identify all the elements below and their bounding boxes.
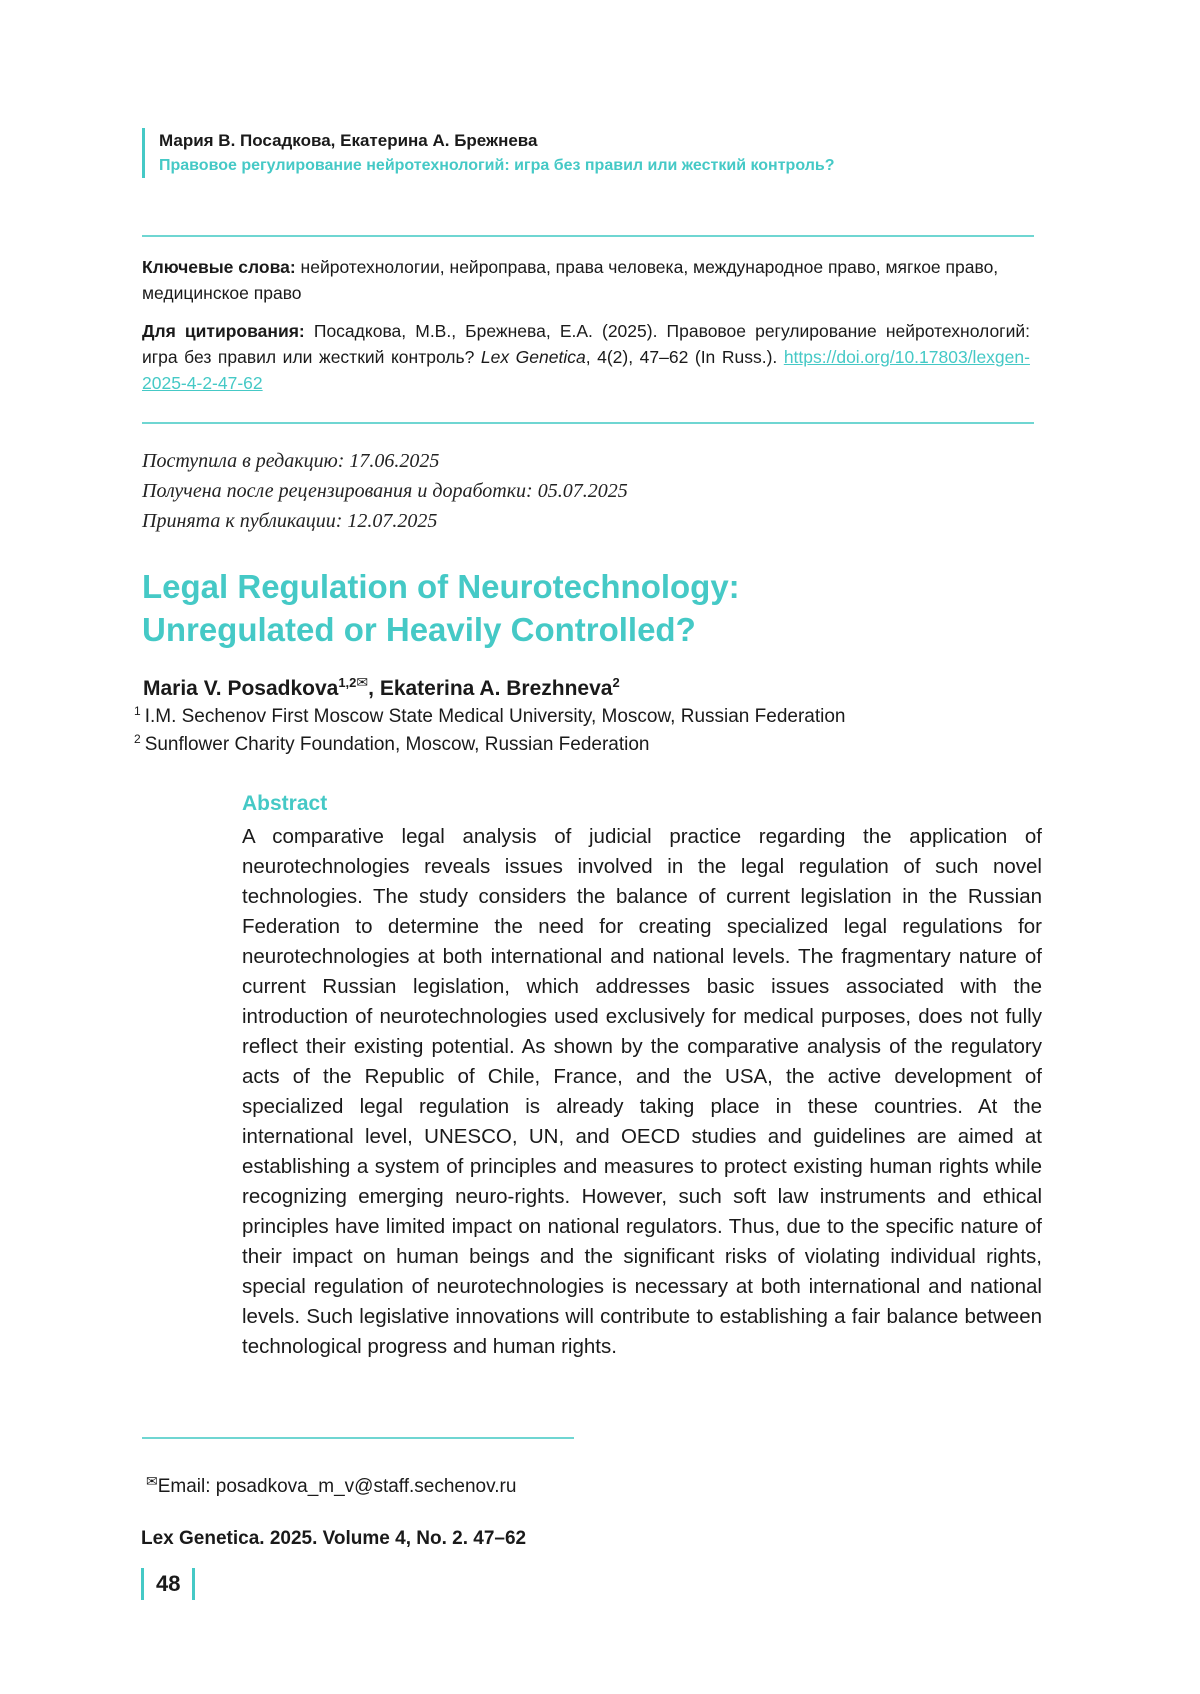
article-title-line2: Unregulated or Heavily Controlled?: [142, 611, 696, 648]
divider-middle: [142, 422, 1034, 424]
envelope-icon: ✉: [356, 674, 369, 690]
date-received: Поступила в редакцию: 17.06.2025: [142, 450, 440, 472]
author-1-affil: 1,2: [338, 675, 357, 690]
page-number: 48: [141, 1568, 195, 1600]
abstract-text: A comparative legal analysis of judicial practice regarding the application of neurotechnologies reveals issues involved in the legal regulation of such novel technologies. The study considers the balance of current legislation in the Russian Federation to determine the need for creating specialized legal regulations for neurotechnologies at both international and national levels. The fragmentary nature of current Russian legislation, which addresses basic issues associated with the introduction of neurotechnologies used exclusively for medical purposes, does not fully reflect their existing potential. As shown by the comparative analysis of the regulatory acts of the Republic of Chile, France, and the USA, the active development of specialized legal regulation is already taking place in these countries. At the international level, UNESCO, UN, and OECD studies and guidelines are aimed at establishing a system of principles and measures to protect existing human rights while recognizing emerging neuro-rights. However, such soft law instruments and ethical principles have limited impact on national regulators. Thus, due to the specific nature of their impact on human beings and the significant risks of violating individual rights, special regulation of neurotechnologies is necessary at both international and national levels. Such legislative innovations will contribute to establishing a fair balance between technological progress and human rights.: [242, 825, 1042, 1358]
running-header-title: Правовое регулирование нейротехнологий: игра без правил или жесткий контроль?: [159, 157, 835, 174]
article-title-line1: Legal Regulation of Neurotechnology:: [142, 568, 740, 605]
abstract-heading: Abstract: [242, 792, 328, 815]
doi-link[interactable]: https://doi.org/10.17803/lexgen-2025-4-2-47-62: [142, 347, 1030, 393]
author-2-affil: 2: [612, 675, 620, 690]
author-2: Ekaterina A. Brezhneva: [379, 677, 613, 700]
citation-volume: , 4(2), 47–62 (In Russ.).: [585, 347, 778, 367]
running-header-authors: Мария В. Посадкова, Екатерина А. Брежнева: [159, 131, 538, 150]
citation-text: Посадкова, М.В., Брежнева, Е.А. (2025). Правовое регулирование нейротехнологий: игра без правил или жесткий контроль?: [142, 321, 1030, 367]
date-revised: Получена после рецензирования и доработки: 05.07.2025: [142, 480, 628, 502]
keywords-text: нейротехнологии, нейроправа, права человека, международное право, мягкое право, медицинское право: [142, 257, 999, 303]
journal-footer: Lex Genetica. 2025. Volume 4, No. 2. 47–62: [141, 1528, 527, 1549]
keywords: [142, 254, 1030, 306]
article-title: [142, 565, 1042, 651]
footnote-email: Email: posadkova_m_v@staff.sechenov.ru: [157, 1476, 517, 1497]
divider-top: [142, 235, 1034, 237]
running-header: [142, 128, 1059, 178]
keywords-label: Ключевые слова:: [142, 257, 296, 277]
author-separator: ,: [368, 677, 380, 700]
affiliation-1-text: I.M. Sechenov First Moscow State Medical University, Moscow, Russian Federation: [144, 706, 846, 727]
envelope-icon: ✉: [146, 1473, 158, 1489]
date-accepted: Принята к публикации: 12.07.2025: [142, 510, 438, 532]
dates-block: [142, 446, 628, 536]
affiliation-2: [134, 725, 650, 759]
affiliation-2-num: 2: [134, 732, 141, 746]
affiliation-2-text: Sunflower Charity Foundation, Moscow, Russian Federation: [144, 734, 650, 755]
citation-label: Для цитирования:: [142, 321, 305, 341]
footnote: [146, 1468, 516, 1500]
footnote-divider: [142, 1437, 574, 1439]
affiliation-1-num: 1: [134, 704, 141, 718]
author-1: Maria V. Posadkova: [143, 677, 339, 700]
citation: [142, 318, 1030, 396]
citation-journal: Lex Genetica: [480, 347, 586, 367]
